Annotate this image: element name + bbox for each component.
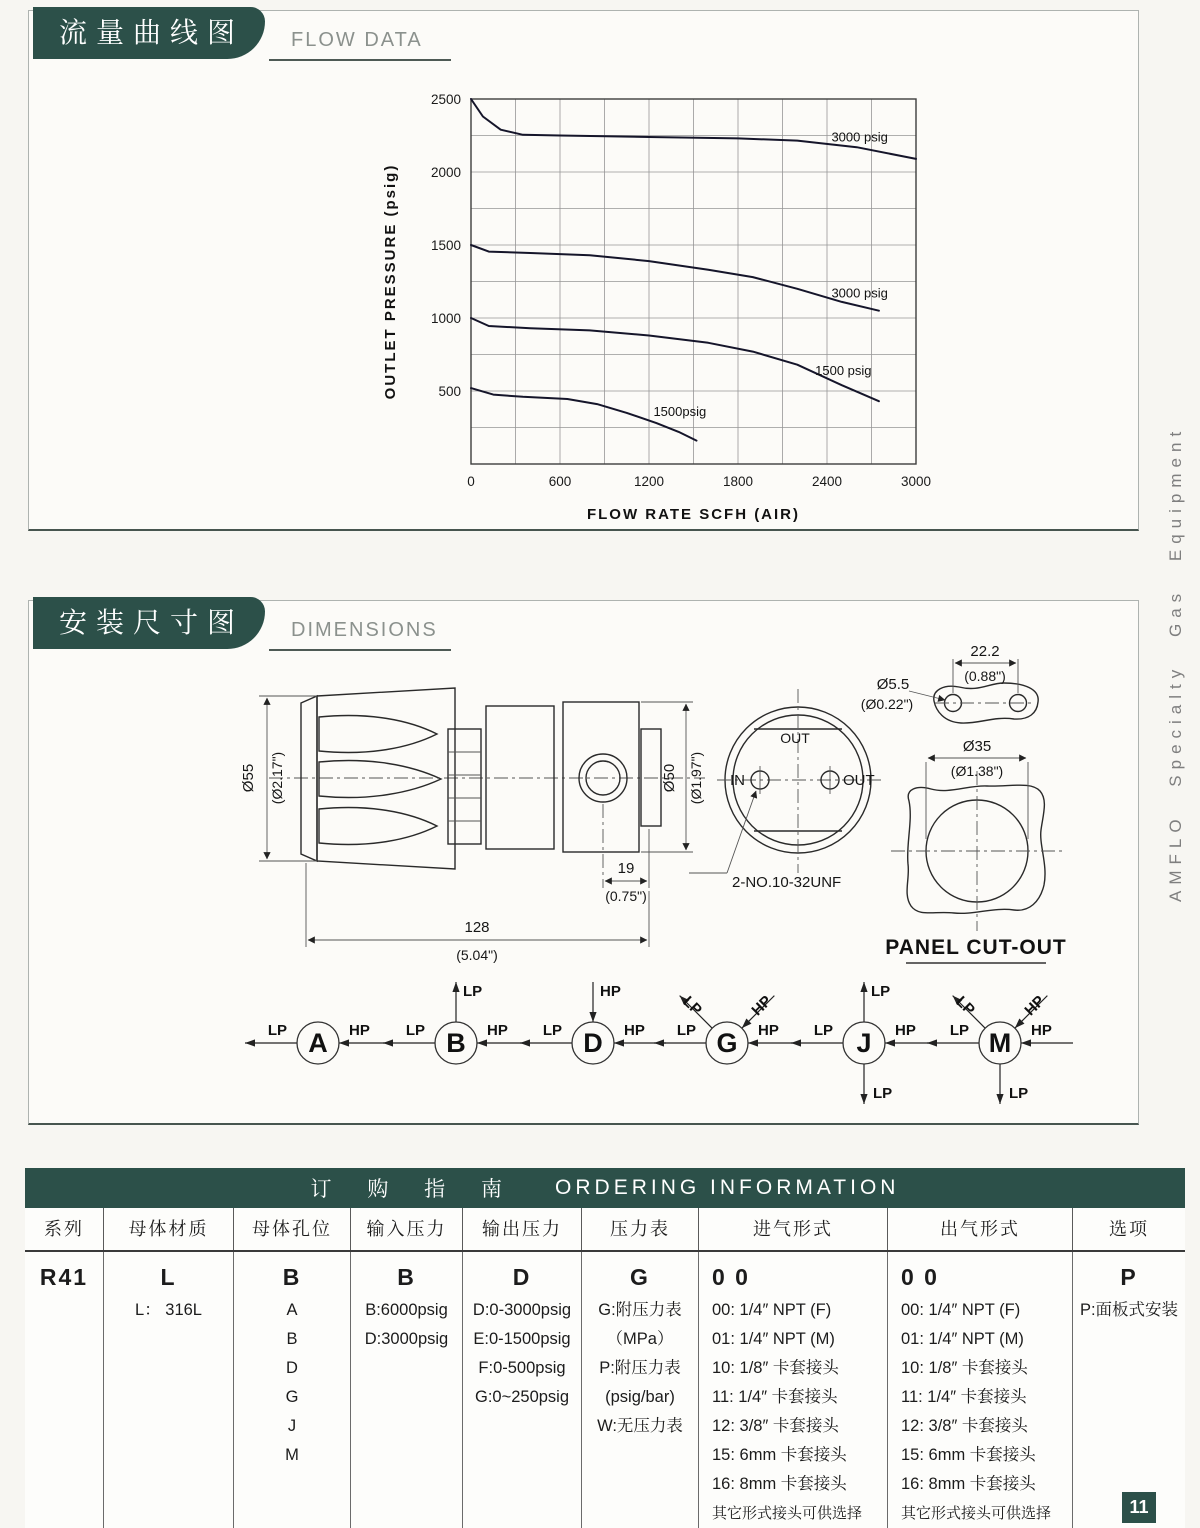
port-config-G (654, 992, 800, 1064)
ordering-col-header: 选项 (1109, 1219, 1149, 1239)
port-config-B (383, 982, 529, 1064)
port-config-J (791, 982, 937, 1104)
ordering-option: 15: 6mm 卡套接头 (712, 1446, 847, 1464)
ordering-code: R41 (39, 1264, 89, 1290)
page-number: 11 (1122, 1492, 1156, 1523)
flow-curve (471, 245, 879, 311)
ordering-code: B (282, 1264, 302, 1290)
ordering-col-values (582, 1252, 699, 1528)
flow-section-badge: 流量曲线图 (33, 7, 265, 59)
curve-label: 1500 psig (815, 362, 872, 378)
curve-label: 3000 psig (831, 129, 888, 145)
ordering-option: 16: 8mm 卡套接头 (712, 1475, 847, 1493)
ordering-option: 01: 1/4″ NPT (M) (901, 1330, 1024, 1348)
ordering-option: M (285, 1446, 299, 1464)
dim-19: 19 (617, 860, 635, 877)
port-config-letter: B (446, 1028, 466, 1058)
regulator-front-view (689, 689, 881, 891)
ordering-option: G:附压力表 (598, 1301, 682, 1319)
mounting-bracket-view (861, 643, 1038, 723)
ordering-option: 15: 6mm 卡套接头 (901, 1446, 1036, 1464)
ordering-code: D (512, 1264, 532, 1290)
svg-text:2500: 2500 (430, 92, 461, 107)
ordering-option: P:面板式安装 (1079, 1301, 1179, 1319)
ordering-option: 11: 1/4″ 卡套接头 (712, 1388, 838, 1406)
ordering-note: 其它形式接头可供选择 (712, 1505, 863, 1522)
ordering-option: 00: 1/4″ NPT (F) (712, 1301, 832, 1319)
ordering-col-values (351, 1252, 463, 1528)
ordering-option: E:0-1500psig (473, 1330, 571, 1348)
ordering-option: A (286, 1301, 298, 1319)
front-out-top-label: OUT (780, 730, 810, 746)
thread-callout: 2-NO.10-32UNF (732, 874, 842, 891)
svg-text:3000: 3000 (900, 474, 932, 489)
svg-text:2000: 2000 (430, 165, 461, 180)
panel-cutout-view (885, 738, 1066, 963)
svg-text:0: 0 (467, 474, 475, 489)
front-in-label: IN (730, 772, 745, 789)
ordering-col-header: 系列 (25, 1208, 104, 1250)
port-config-letter: J (856, 1028, 872, 1058)
port-label-LP: LP (676, 1022, 696, 1039)
port-label-LP: LP (542, 1022, 562, 1039)
flow-rate-chart (359, 79, 979, 529)
ordering-option: P:附压力表 (599, 1359, 681, 1377)
x-axis-title: FLOW RATE SCFH (AIR) (586, 506, 801, 523)
ordering-option: L： 316L (135, 1301, 202, 1319)
dim-128: 128 (464, 919, 490, 936)
ordering-title-cn: 订 购 指 南 (310, 1178, 518, 1201)
ordering-col-header: 母体材质 (104, 1208, 234, 1250)
ordering-code: L (160, 1264, 177, 1290)
y-axis-title: OUTLET PRESSURE (psig) (382, 163, 399, 400)
ordering-col-header: 出气形式 (888, 1208, 1073, 1250)
ordering-option: （MPa） (606, 1330, 674, 1348)
ordering-code: 0 0 (712, 1264, 750, 1290)
ordering-col-header: 进气形式 (699, 1208, 888, 1250)
technical-drawing (29, 639, 1138, 1121)
ordering-option: W:无压力表 (597, 1417, 683, 1435)
port-label-HP: HP (1031, 1022, 1052, 1039)
port-config-D (520, 982, 666, 1064)
ordering-info-banner (25, 1168, 1185, 1208)
port-config-M (927, 992, 1073, 1104)
ordering-option: 10: 1/8″ 卡套接头 (712, 1359, 839, 1377)
port-label-HP: HP (349, 1022, 370, 1039)
ordering-option: B (286, 1330, 298, 1348)
ordering-col-values (25, 1252, 104, 1528)
ordering-title-en: ORDERING INFORMATION (555, 1176, 900, 1199)
svg-text:2400: 2400 (811, 474, 843, 489)
port-label-LP: LP (405, 1022, 425, 1039)
port-label-LP: LP (813, 1022, 833, 1039)
dim-d50-inch: (Ø1.97") (688, 751, 704, 805)
ordering-option: D (286, 1359, 298, 1377)
port-label-HP: HP (600, 983, 621, 1000)
svg-text:1500: 1500 (430, 238, 461, 253)
ordering-option: F:0-500psig (478, 1359, 566, 1377)
ordering-option: 16: 8mm 卡套接头 (901, 1475, 1036, 1493)
port-label-LP: LP (267, 1022, 287, 1039)
ordering-code: B (397, 1264, 416, 1290)
dim-222: 22.2 (970, 643, 1000, 660)
ordering-option: 11: 1/4″ 卡套接头 (901, 1388, 1027, 1406)
ordering-option: G (285, 1388, 299, 1406)
port-label-LP: LP (949, 1022, 969, 1039)
svg-text:1000: 1000 (430, 311, 461, 326)
svg-text:600: 600 (548, 474, 572, 489)
ordering-note: 其它形式接头可供选择 (901, 1505, 1052, 1522)
ordering-col-header: 压力表 (582, 1208, 699, 1250)
dim-d50: Ø50 (661, 763, 678, 793)
svg-text:1800: 1800 (722, 474, 754, 489)
ordering-option: (psig/bar) (605, 1388, 675, 1406)
port-config-A (245, 1022, 391, 1064)
svg-text:1200: 1200 (633, 474, 665, 489)
ordering-col-values (234, 1252, 351, 1528)
ordering-option: 10: 1/8″ 卡套接头 (901, 1359, 1028, 1377)
ordering-col-values (699, 1252, 888, 1528)
port-label-LP: LP (952, 993, 978, 1019)
panel-cutout-caption: PANEL CUT-OUT (885, 936, 1067, 959)
port-configuration-symbols (245, 982, 1073, 1104)
port-config-letter: G (716, 1028, 738, 1058)
dim-d55: Ø55 (240, 763, 257, 793)
port-config-letter: D (583, 1028, 603, 1058)
port-label-LP: LP (1009, 1085, 1029, 1102)
port-label-LP: LP (679, 993, 705, 1019)
port-label-HP: HP (1021, 992, 1049, 1020)
dimensions-section (28, 600, 1139, 1125)
ordering-option: B:6000psig (365, 1301, 448, 1319)
flow-section-english-label: FLOW DATA (269, 21, 451, 61)
port-label-HP: HP (487, 1022, 508, 1039)
dim-d55-inch: (Ø2.17") (269, 751, 285, 805)
curve-label: 1500psig (653, 403, 707, 419)
dim-222-inch: (0.88") (964, 668, 1006, 684)
ordering-option: 12: 3/8″ 卡套接头 (712, 1417, 839, 1435)
port-label-HP: HP (895, 1022, 916, 1039)
dim-19-inch: (0.75") (605, 888, 647, 904)
ordering-col-header: 输出压力 (463, 1208, 582, 1250)
front-out-right-label: OUT (843, 772, 875, 789)
ordering-option: J (287, 1417, 297, 1435)
ordering-table-body-row (25, 1252, 1185, 1528)
dimensions-section-badge: 安装尺寸图 (33, 597, 265, 649)
ordering-code: G (630, 1264, 650, 1290)
ordering-table (25, 1208, 1185, 1528)
dim-128-inch: (5.04") (456, 947, 498, 963)
port-label-LP: LP (871, 983, 891, 1000)
port-label-LP: LP (463, 983, 483, 1000)
regulator-side-view (240, 688, 705, 963)
ordering-option: D:0-3000psig (472, 1301, 572, 1319)
ordering-option: G:0~250psig (474, 1388, 570, 1406)
port-label-HP: HP (758, 1022, 779, 1039)
ordering-option: D:3000psig (364, 1330, 449, 1348)
ordering-option: 01: 1/4″ NPT (M) (712, 1330, 835, 1348)
ordering-col-values (1073, 1252, 1185, 1528)
ordering-code: P (1120, 1264, 1138, 1290)
ordering-col-values (104, 1252, 234, 1528)
port-config-letter: A (308, 1028, 328, 1058)
dim-d55h: Ø5.5 (876, 676, 910, 693)
flow-data-section (28, 10, 1139, 531)
port-label-HP: HP (748, 992, 776, 1020)
port-label-LP: LP (873, 1085, 893, 1102)
ordering-col-header: 母体孔位 (234, 1208, 351, 1250)
port-label-HP: HP (624, 1022, 645, 1039)
ordering-table-header-row (25, 1208, 1185, 1252)
side-brand-text: AMFLO Specialty Gas Equipment (1166, 425, 1185, 902)
ordering-col-values (463, 1252, 582, 1528)
curve-label: 3000 psig (831, 285, 888, 301)
flow-curve (471, 318, 879, 401)
ordering-code: 0 0 (901, 1264, 939, 1290)
dimensions-section-english-label: DIMENSIONS (269, 611, 451, 651)
ordering-option: 00: 1/4″ NPT (F) (901, 1301, 1021, 1319)
ordering-col-header: 输入压力 (351, 1208, 463, 1250)
dim-d35: Ø35 (962, 738, 992, 755)
dim-d55h-inch: (Ø0.22") (860, 696, 914, 712)
svg-text:500: 500 (438, 384, 461, 399)
ordering-option: 12: 3/8″ 卡套接头 (901, 1417, 1028, 1435)
ordering-col-values (888, 1252, 1073, 1528)
dim-d35-inch: (Ø1.38") (950, 763, 1004, 779)
port-config-letter: M (988, 1028, 1012, 1058)
